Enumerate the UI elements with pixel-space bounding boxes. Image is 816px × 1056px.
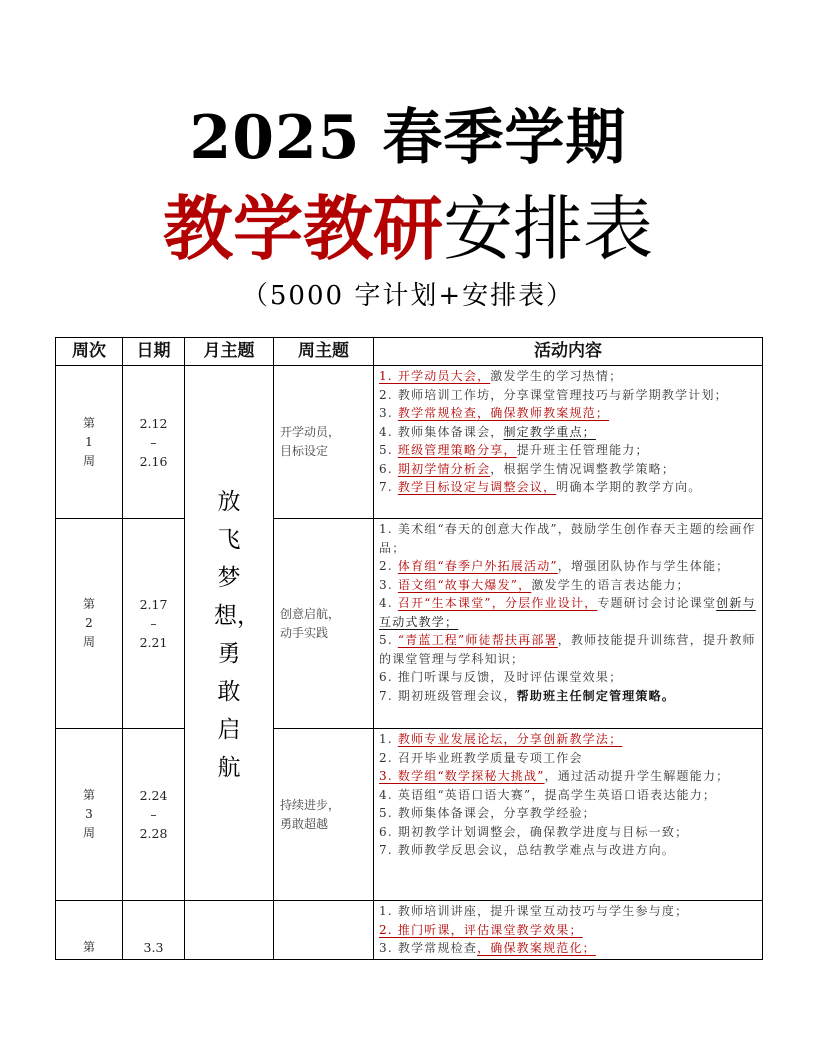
activity-highlight-underline: 创新与互动式教学； [379,596,756,629]
date-cell [123,729,185,901]
activity-text: 1. 美术组“春天的创意大作战”，鼓励学生创作春天主题的绘画作品； [379,522,756,555]
activity-item [379,520,756,557]
activity-text: 专题研讨会讨论课堂 [597,596,717,610]
activity-highlight-bold: 帮助班主任制定管理策略。 [516,688,676,703]
activity-text: 6. 推门听课与反馈，及时评估课堂效果； [379,670,623,684]
activity-item [379,631,756,668]
activity-highlight-red: 教学常规检查，确保教师教案规范； [397,406,610,420]
date-part: 2.21 [139,635,168,650]
table-header-row [56,338,763,366]
activity-item [379,576,756,595]
activity-item [379,823,756,842]
week-theme-cell [274,519,374,729]
activities-cell [374,519,763,729]
week-label-part: 第 [82,788,95,802]
col-header-month-theme: 月主题 [185,338,274,366]
activity-item [379,921,756,940]
activity-highlight-red: 1. 开学动员大会， [379,369,491,383]
week-cell [56,519,123,729]
date-part: 2.12 [139,415,168,431]
activity-highlight-red: “青蓝工程”师徒帮扶再部署 [397,633,558,647]
date-cell [123,366,185,519]
week-theme-line: 开学动员， [280,425,341,439]
date-part: – [150,616,157,631]
activity-text: 3. [379,406,398,420]
month-theme-cell-empty [185,901,274,960]
activity-item [379,367,756,386]
activity-item [379,939,756,958]
week-label-part: 第 [82,939,95,954]
week-theme-line: 动手实践 [280,625,329,640]
activity-text: ，通过活动提升学生解题能力； [544,769,730,783]
date-cell [123,901,185,960]
date-part: – [150,807,157,822]
page-title: 2025 春季学期 [189,103,627,173]
activity-text: 1. 教师培训讲座，提升课堂互动技巧与学生参与度； [379,904,689,918]
activity-item [379,404,756,423]
activity-highlight-red: 召开“生本课堂”，分层作业设计， [397,596,598,610]
week-label-part: 周 [82,453,95,468]
activity-highlight-red: 2. 推门听课，评估课堂教学效果； [379,922,583,937]
activity-text: 7. 期初班级管理会议， [379,688,517,703]
week-cell [56,729,123,901]
week-theme-line: 创意启航， [280,606,341,621]
date-part: – [150,434,157,450]
date-part: 3.3 [143,939,164,955]
activity-text: 4. 教师集体备课会， [379,424,504,439]
activity-text: 4. 英语组“英语口语大赛”，提高学生英语口语表达能力； [379,787,717,802]
month-theme-cell [185,366,274,901]
activity-text: ，根据学生情况调整教学策略； [490,461,676,476]
date-part: 2.16 [139,453,168,469]
activity-highlight-red: 教师专业发展论坛，分享创新教学法； [397,732,623,746]
month-theme-text: 放飞梦想，勇敢启航 [214,489,260,781]
activity-item [379,841,756,860]
activity-item [379,749,756,768]
activity-highlight-red: 体育组“春季户外拓展活动” [397,559,558,573]
date-part: 2.17 [139,597,168,612]
activity-text: 6. 期初教学计划调整会，确保教学进度与目标一致； [379,824,689,839]
activities-cell [374,729,763,901]
title-red-part: 教学教研 [163,187,443,270]
activity-highlight-red: 教学目标设定与调整会议， [397,480,557,494]
activity-text: 5. 教师集体备课会，分享教学经验； [379,806,596,820]
activity-item [379,423,756,442]
activity-item [379,478,756,497]
title-black-part: 安排表 [443,188,653,270]
page-subtitle-note: （5000 字计划+安排表） [241,281,575,311]
table-row [56,729,763,901]
activities-cell [374,901,763,960]
week-label-part: 第 [82,597,95,611]
week-label-part: 周 [82,635,95,649]
table-row [56,901,763,960]
activity-text: 4. [379,596,398,610]
activity-text: 提升班主任管理能力； [516,443,649,457]
activity-text: 5. [379,443,398,457]
activity-text: 7. 教师教学反思会议，总结教学难点与改进方向。 [379,843,676,857]
activity-text: 2. 召开毕业班教学质量专项工作会 [379,750,583,765]
week-cell [56,901,123,960]
activity-text: ，教师技能提升训练营，提升教师的课堂管理与学科知识； [379,633,756,666]
activity-text: 1. [379,732,398,746]
activity-text: 激发学生的学习热情； [490,369,623,383]
activity-highlight-red: 班级管理策略分享， [397,443,517,457]
week-label-part: 第 [82,415,95,430]
week-theme-cell [274,729,374,901]
schedule-table [55,337,763,960]
col-header-date: 日期 [123,338,185,366]
activity-item [379,557,756,576]
table-row [56,366,763,519]
week-label-part: 周 [82,826,95,840]
activity-text: 激发学生的语言表达能力； [531,577,690,592]
activity-highlight-red: 期初学情分析会 [397,461,491,476]
week-theme-line: 勇敢超越 [280,816,329,831]
week-theme-line: 目标设定 [280,444,329,458]
activity-text: 3. 教学常规检查 [379,941,478,955]
activity-item [379,767,756,786]
activity-text: 6. [379,461,398,476]
date-part: 2.28 [139,826,168,841]
activity-item [379,460,756,479]
activity-text: 2. 教师培训工作坊，分享课堂管理技巧与新学期教学计划； [379,387,728,402]
activity-text: 3. [379,577,398,592]
activity-text: 2. [379,559,398,573]
week-label-part: 3 [85,807,93,821]
week-cell [56,366,123,519]
activity-text: ，增强团队协作与学生体能； [557,559,730,573]
activity-item [379,786,756,805]
table-row [56,519,763,729]
week-label-part: 2 [85,616,93,630]
activity-item [379,386,756,405]
col-header-week: 周次 [56,338,123,366]
activity-item [379,687,756,706]
week-label-part: 1 [85,434,93,449]
activity-highlight-red: 语文组“故事大爆发”， [397,577,532,592]
week-theme-line: 持续进步， [280,797,341,812]
page-subtitle-main [0,186,816,272]
activity-item [379,730,756,749]
activity-item [379,441,756,460]
col-header-activities: 活动内容 [374,338,763,366]
activity-text: 5. [379,633,398,647]
activity-highlight-red: 3. 数学组“数学探秘大挑战” [379,769,545,783]
date-part: 2.24 [139,788,168,803]
week-theme-cell [274,901,374,960]
activity-item [379,668,756,687]
col-header-week-theme: 周主题 [274,338,374,366]
activity-text: 7. [379,480,398,494]
activity-item [379,804,756,823]
week-theme-cell [274,366,374,519]
activity-text: 明确本学期的教学方向。 [556,480,702,494]
activity-highlight-underline: 制定教学重点； [503,424,596,439]
activity-item [379,902,756,921]
date-cell [123,519,185,729]
activity-highlight-red: ，确保教案规范化； [477,941,596,955]
activity-item [379,594,756,631]
activities-cell [374,366,763,519]
